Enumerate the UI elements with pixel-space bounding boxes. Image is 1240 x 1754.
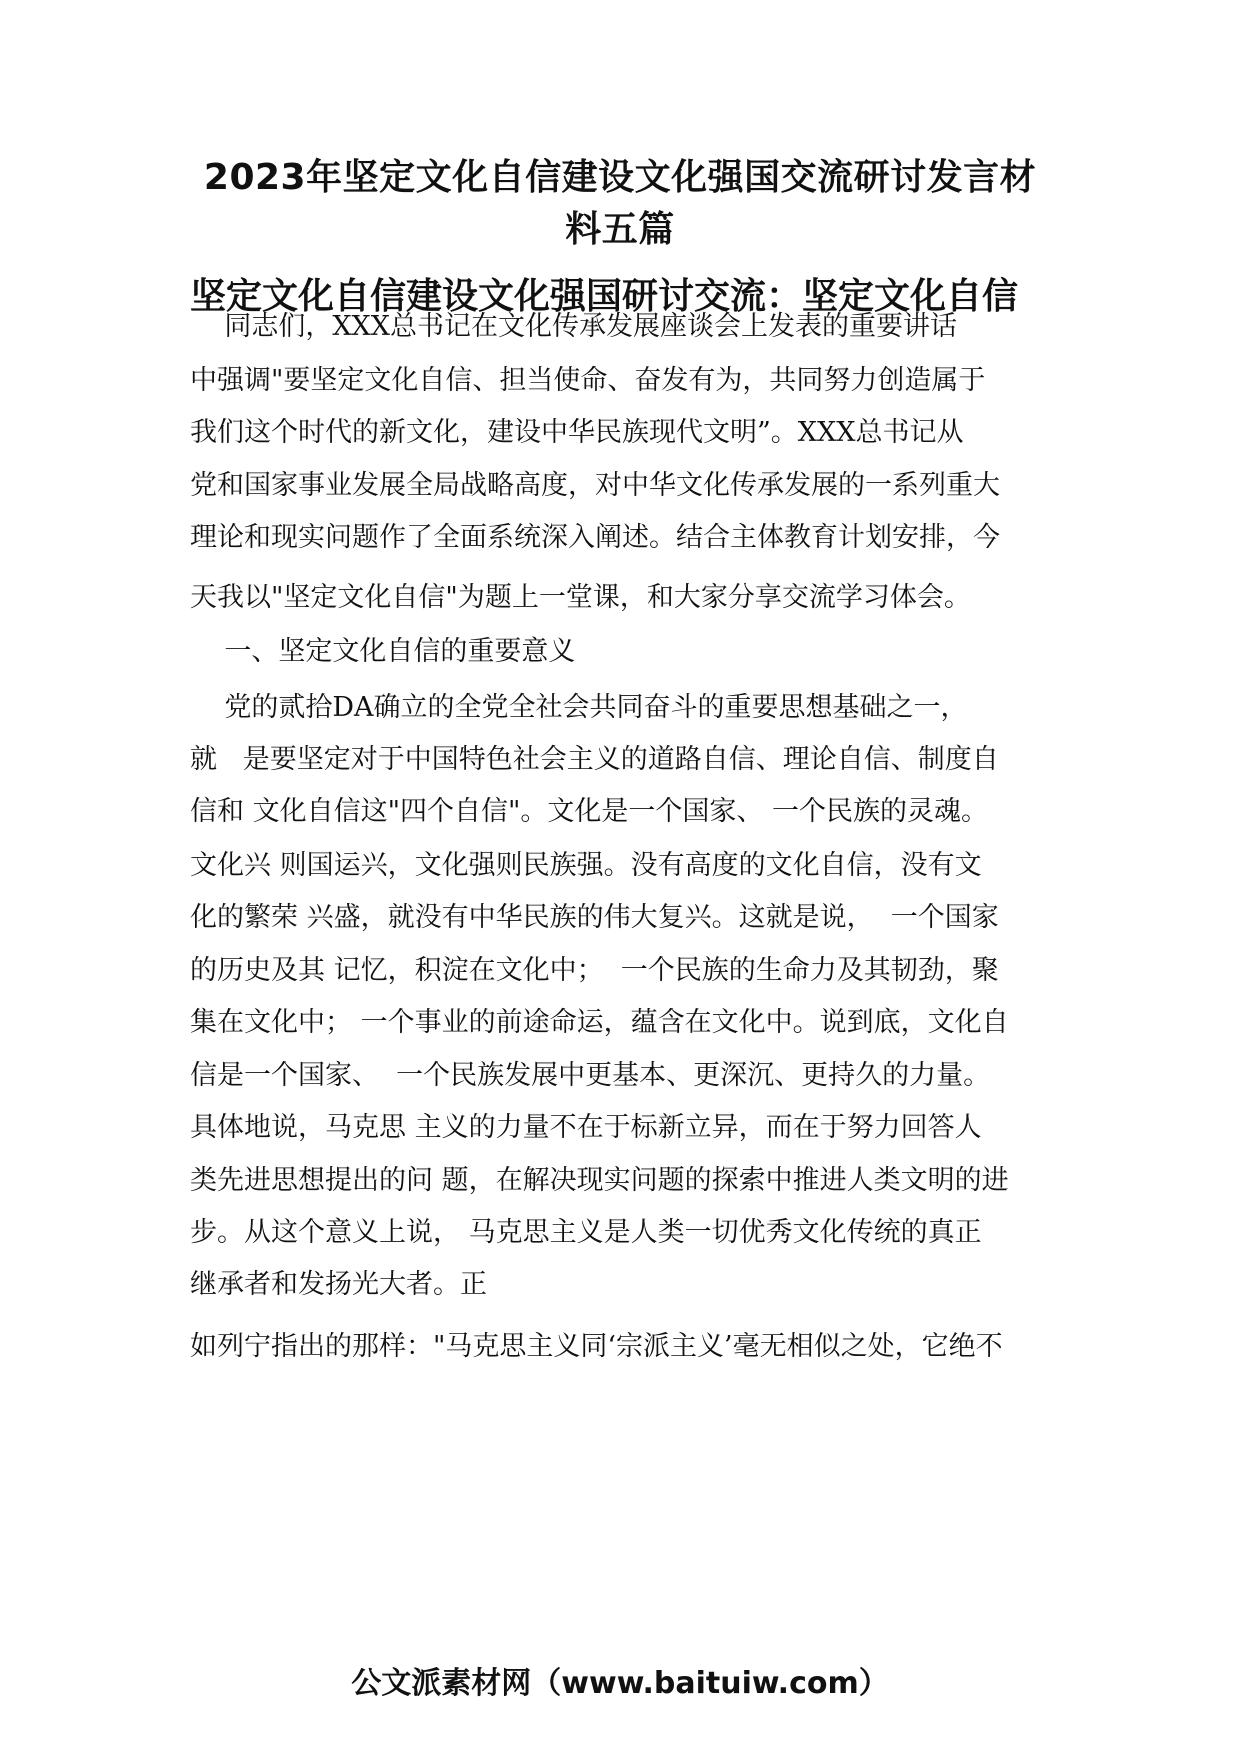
body-line: 党和国家事业发展全局战略高度，对中华文化传承发展的一系列重大	[190, 470, 1000, 501]
document-subtitle: 坚定文化自信建设文化强国研讨交流：坚定文化自信	[190, 276, 1019, 317]
body-line: 化的繁荣 兴盛，就没有中华民族的伟大复兴。这就是说， 一个国家	[190, 902, 999, 933]
body-line: 我们这个时代的新文化，建设中华民族现代文明”。XXX总书记从	[190, 417, 964, 448]
body-line: 文化兴 则国运兴，文化强则民族强。没有高度的文化自信，没有文	[190, 850, 982, 881]
body-line: 中强调"要坚定文化自信、担当使命、奋发有为，共同努力创造属于	[190, 365, 986, 396]
body-line: 就 是要坚定对于中国特色社会主义的道路自信、理论自信、制度自	[190, 744, 999, 775]
body-line: 理论和现实问题作了全面系统深入阐述。结合主体教育计划安排，今	[190, 522, 1000, 553]
body-line: 集在文化中； 一个事业的前途命运，蕴含在文化中。说到底，文化自	[190, 1007, 1009, 1038]
body-line: 继承者和发扬光大者。正	[190, 1269, 487, 1300]
body-line: 具体地说，马克思 主义的力量不在于标新立异，而在于努力回答人	[190, 1112, 982, 1143]
body-line: 同志们，XXX总书记在文化传承发展座谈会上发表的重要讲话	[190, 311, 957, 342]
body-line: 党的贰拾DA确立的全党全社会共同奋斗的重要思想基础之一，	[190, 692, 968, 723]
body-line: 信是一个国家、 一个民族发展中更基本、更深沉、更持久的力量。	[190, 1060, 991, 1091]
document-title	[180, 152, 1060, 256]
body-line: 步。从这个意义上说， 马克思主义是人类一切优秀文化传统的真正	[190, 1217, 982, 1248]
title-line-2: 料五篇	[565, 209, 675, 250]
section-heading: 一、坚定文化自信的重要意义	[190, 636, 576, 667]
body-line: 信和 文化自信这"四个自信"。文化是一个国家、 一个民族的灵魂。	[190, 796, 989, 827]
body-line: 类先进思想提出的问 题，在解决现实问题的探索中推进人类文明的进	[190, 1165, 1009, 1196]
body-line: 如列宁指出的那样："马克思主义同‘宗派主义’毫无相似之处，它绝不	[190, 1331, 1003, 1362]
body-line: 的历史及其 记忆，积淀在文化中； 一个民族的生命力及其韧劲，聚	[190, 955, 999, 986]
footer-watermark: 公文派素材网（www.baituiw.com）	[351, 1666, 889, 1701]
title-line-1: 2023年坚定文化自信建设文化强国交流研讨发言材	[203, 157, 1037, 198]
body-line: 天我以"坚定文化自信"为题上一堂课，和大家分享交流学习体会。	[190, 582, 971, 613]
